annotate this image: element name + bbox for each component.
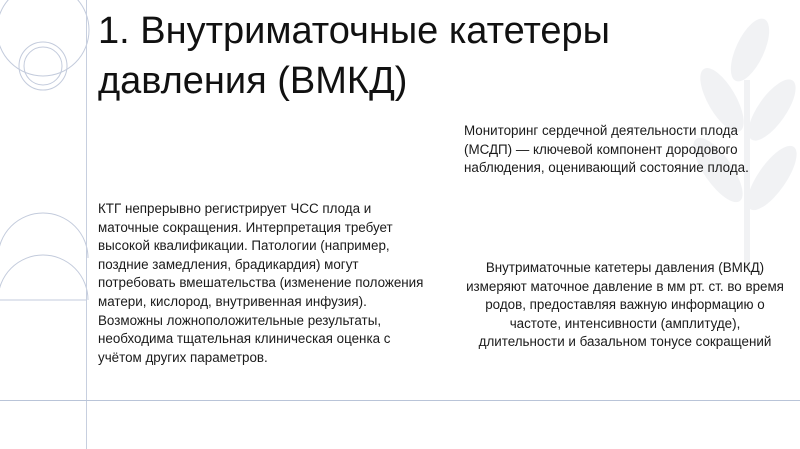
- deco-circle-medium: [19, 42, 67, 90]
- deco-circle-large: [0, 0, 89, 76]
- deco-arc-lower: [0, 255, 88, 300]
- deco-circle-small: [24, 47, 62, 85]
- iupc-paragraph: Внутриматочные катетеры давления (ВМКД) измеряют маточное давление в мм рт. ст. во время родов, предоставляя важную информацию о частоте, интенсивности (амплитуде), длительности и базальном тонусе сокращений: [466, 260, 784, 350]
- deco-arc-upper: [0, 213, 88, 258]
- horizontal-divider: [0, 400, 800, 401]
- intro-paragraph: Мониторинг сердечной деятельности плода (МСДП) — ключевой компонент дородового наблюдения, оценивающий состояние плода.: [464, 123, 749, 176]
- page-title: 1. Внутриматочные катетеры давления (ВМКД): [98, 10, 610, 102]
- ctg-paragraph: КТГ непрерывно регистрирует ЧСС плода и маточные сокращения. Интерпретация требует высокой квалификации. Патологии (например, поздние замедления, брадикардия) могут потребовать вмешательства (изменение положения матери, кислород, внутривенная инфузия). Возможны ложноположительные результаты, необходима тщательная клиническая оценка с учётом других параметров.: [98, 201, 424, 365]
- vertical-divider: [86, 0, 87, 449]
